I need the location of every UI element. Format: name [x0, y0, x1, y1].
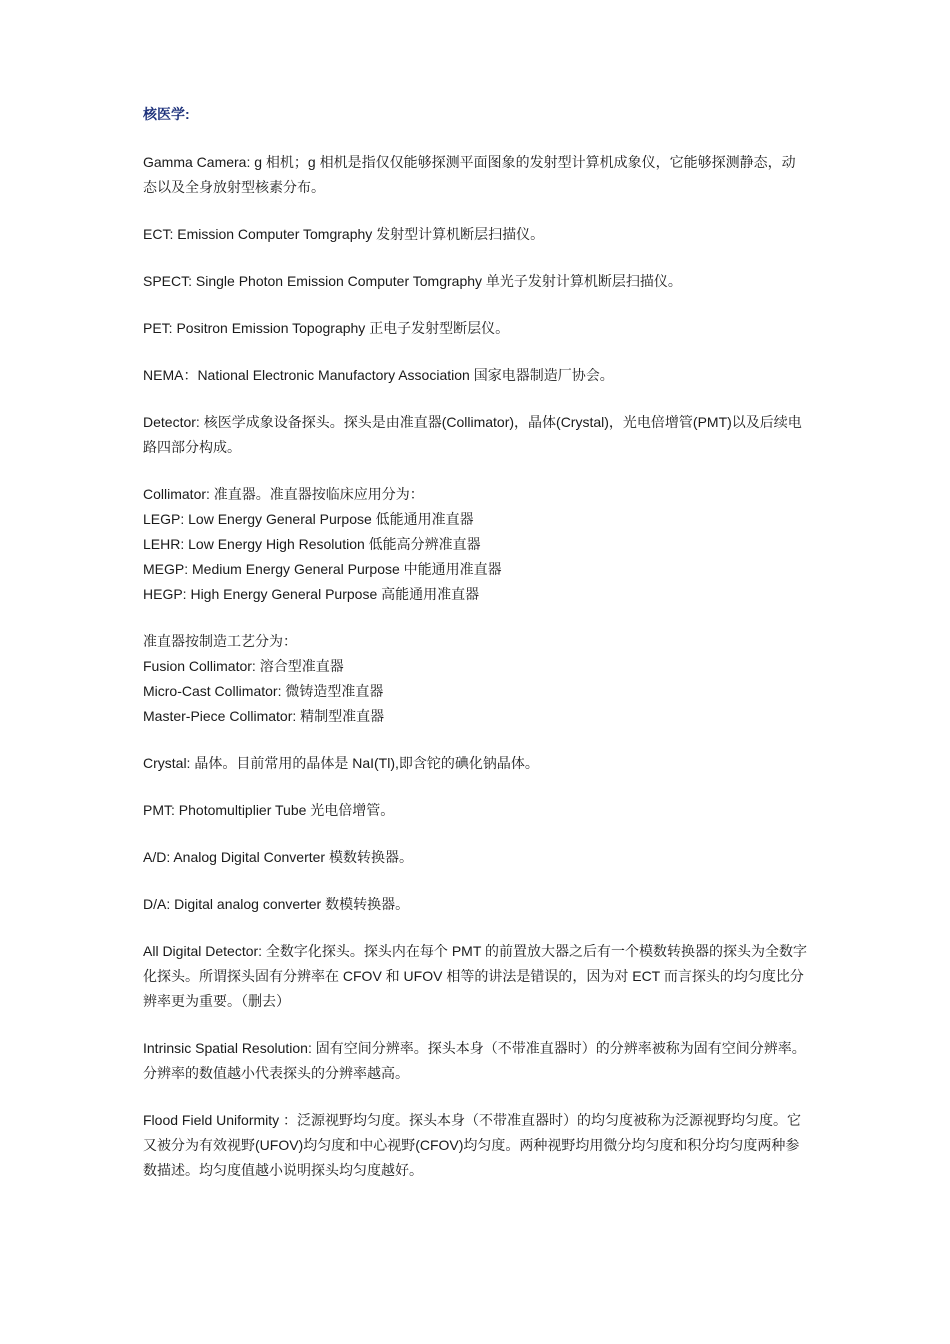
paragraph-detector: Detector: 核医学成象设备探头。探头是由准直器(Collimator)，晶体(Crystal)，光电倍增管(PMT)以及后续电路四部分构成。 [143, 414, 802, 455]
paragraph-ect: ECT: Emission Computer Tomgraphy 发射型计算机断层扫描仪。 [143, 226, 545, 242]
paragraph-flood: Flood Field Uniformity ：泛源视野均匀度。探头本身（不带准直器时）的均匀度被称为泛源视野均匀度。它又被分为有效视野(UFOV)均匀度和中心视野(CFOV)均匀度。两种视野均用微分均匀度和积分均匀度两种参数描述。均匀度值越小说明探头均匀度越好。 [143, 1112, 802, 1178]
document-title: 核医学: [143, 106, 190, 122]
process-list [143, 629, 808, 729]
paragraph-spect: SPECT: Single Photon Emission Computer Tomgraphy 单光子发射计算机断层扫描仪。 [143, 273, 682, 289]
collimator-line: LEGP: Low Energy General Purpose 低能通用准直器 [143, 511, 474, 527]
collimator-line: HEGP: High Energy General Purpose 高能通用准直器 [143, 586, 480, 602]
paragraph-pet: PET: Positron Emission Topography 正电子发射型断层仪。 [143, 320, 510, 336]
collimator-line: Collimator: 准直器。准直器按临床应用分为： [143, 486, 424, 502]
collimator-list [143, 482, 808, 607]
collimator-line: MEGP: Medium Energy General Purpose 中能通用准直器 [143, 561, 502, 577]
paragraph-intrinsic: Intrinsic Spatial Resolution: 固有空间分辨率。探头本身（不带准直器时）的分辨率被称为固有空间分辨率。分辨率的数值越小代表探头的分辨率越高。 [143, 1040, 806, 1081]
paragraph-all-digital: All Digital Detector: 全数字化探头。探头内在每个 PMT 的前置放大器之后有一个模数转换器的探头为全数字化探头。所谓探头固有分辨率在 CFOV 和 UFOV 相等的讲法是错误的，因为对 ECT 而言探头的均匀度比分辨率更为重要。（删去） [143, 943, 808, 1009]
collimator-line: LEHR: Low Energy High Resolution 低能高分辨准直器 [143, 536, 481, 552]
paragraph-gamma-camera: Gamma Camera: g 相机；g 相机是指仅仅能够探测平面图象的发射型计算机成象仪，它能够探测静态，动态以及全身放射型核素分布。 [143, 154, 796, 195]
paragraph-ad: A/D: Analog Digital Converter 模数转换器。 [143, 849, 413, 865]
process-line: Master-Piece Collimator: 精制型准直器 [143, 708, 385, 724]
paragraph-da: D/A: Digital analog converter 数模转换器。 [143, 896, 410, 912]
paragraph-crystal: Crystal: 晶体。目前常用的晶体是 NaI(Tl),即含铊的碘化钠晶体。 [143, 755, 539, 771]
process-line: 准直器按制造工艺分为： [143, 633, 297, 649]
document-page [143, 100, 808, 1183]
process-line: Micro-Cast Collimator: 微铸造型准直器 [143, 683, 384, 699]
paragraph-pmt: PMT: Photomultiplier Tube 光电倍增管。 [143, 802, 395, 818]
paragraph-nema: NEMA：National Electronic Manufactory Association 国家电器制造厂协会。 [143, 367, 614, 383]
process-line: Fusion Collimator: 溶合型准直器 [143, 658, 344, 674]
